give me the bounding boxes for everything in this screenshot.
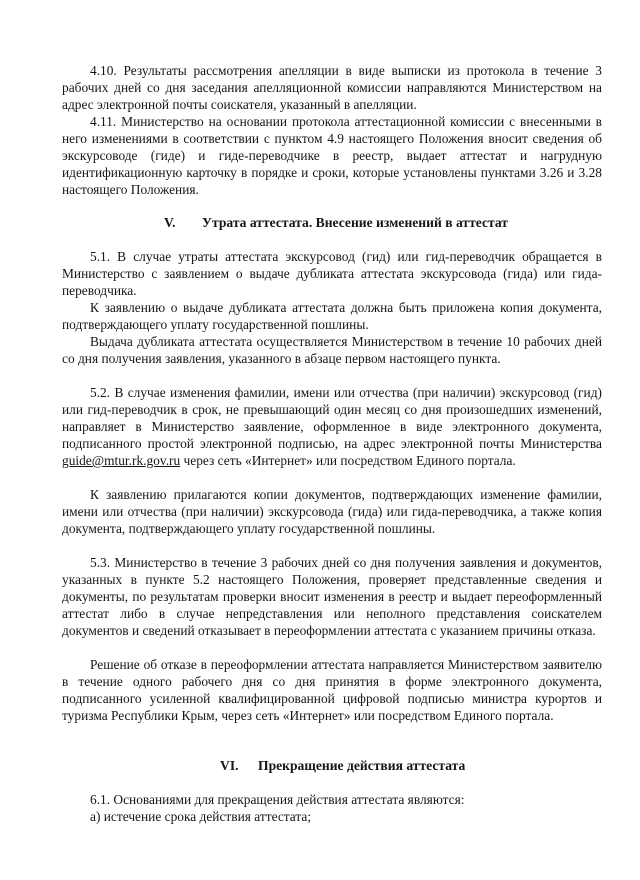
paragraph-5-1-issue: Выдача дубликата аттестата осуществляется Министерством в течение 10 рабочих дней со дня получения заявления, указанного в абзаце первом настоящего пункта. bbox=[62, 334, 602, 366]
email-link[interactable]: guide@mtur.rk.gov.ru bbox=[62, 453, 181, 468]
paragraph-5-1-copy: К заявлению о выдаче дубликата аттестата должна быть приложена копия документа, подтверждающего уплату государственной пошлины. bbox=[62, 300, 602, 332]
section-number: VI. bbox=[220, 758, 239, 773]
paragraph-5-2-attachments: К заявлению прилагаются копии документов, подтверждающих изменение фамилии, имени или отчества (при наличии) экскурсовода (гида) или гида-переводчика, а также копия документа, подтверждающего уплату государственной пошлины. bbox=[62, 487, 602, 536]
paragraph-5-1: 5.1. В случае утраты аттестата экскурсовод (гид) или гид-переводчик обращается в Министерство с заявлением о выдаче дубликата аттестата экскурсовода (гида) или гида-переводчика. bbox=[62, 249, 602, 298]
paragraph-5-2-text: 5.2. В случае изменения фамилии, имени или отчества (при наличии) экскурсовод (гид) или гид-переводчик в срок, не превышающий один месяц со дня произошедших изменений, направляет в Министерство заявление, оформленное в виде электронного документа, подписанного простой электронной подписью, на адрес электронной почты Министерства bbox=[62, 385, 602, 451]
paragraph-5-2-tail: через сеть «Интернет» или посредством Единого портала. bbox=[180, 453, 516, 468]
paragraph-6-1-a: а) истечение срока действия аттестата; bbox=[90, 809, 312, 824]
section-number: V. bbox=[164, 215, 176, 230]
paragraph-4-11: 4.11. Министерство на основании протокола аттестационной комиссии с внесенными в него изменениями в соответствии с пунктом 4.9 настоящего Положения вносит сведения об экскурсоводе (гиде) и гиде-переводчике в реестр, выдает аттестат и нагрудную идентификационную карточку в порядке и сроки, которые установлены пунктами 3.26 и 3.28 настоящего Положения. bbox=[62, 114, 602, 197]
paragraph-6-1: 6.1. Основаниями для прекращения действия аттестата являются: bbox=[90, 792, 465, 807]
paragraph-5-3: 5.3. Министерство в течение 3 рабочих дней со дня получения заявления и документов, указанных в пункте 5.2 настоящего Положения, проверяет представленные сведения и документы, по результатам проверки вносит изменения в реестр и выдает переоформленный аттестат либо в случае непредставления или неполного представления соискателем документов и сведений отказывает в переоформлении аттестата с указанием причины отказа. bbox=[62, 555, 602, 638]
paragraph-4-10: 4.10. Результаты рассмотрения апелляции в виде выписки из протокола в течение 3 рабочих дней со дня заседания апелляционной комиссии направляются Министерством на адрес электронной почты соискателя, указанный в апелляции. bbox=[62, 63, 602, 112]
section-title: Прекращение действия аттестата bbox=[258, 758, 466, 773]
section-title: Утрата аттестата. Внесение изменений в аттестат bbox=[202, 215, 508, 230]
paragraph-5-2 bbox=[62, 384, 602, 469]
paragraph-5-3-refusal: Решение об отказе в переоформлении аттестата направляется Министерством заявителю в течение одного рабочего дня со дня принятия в форме электронного документа, подписанного усиленной квалифицированной цифровой подписью министра курортов и туризма Республики Крым, через сеть «Интернет» или посредством Единого портала. bbox=[62, 657, 602, 723]
